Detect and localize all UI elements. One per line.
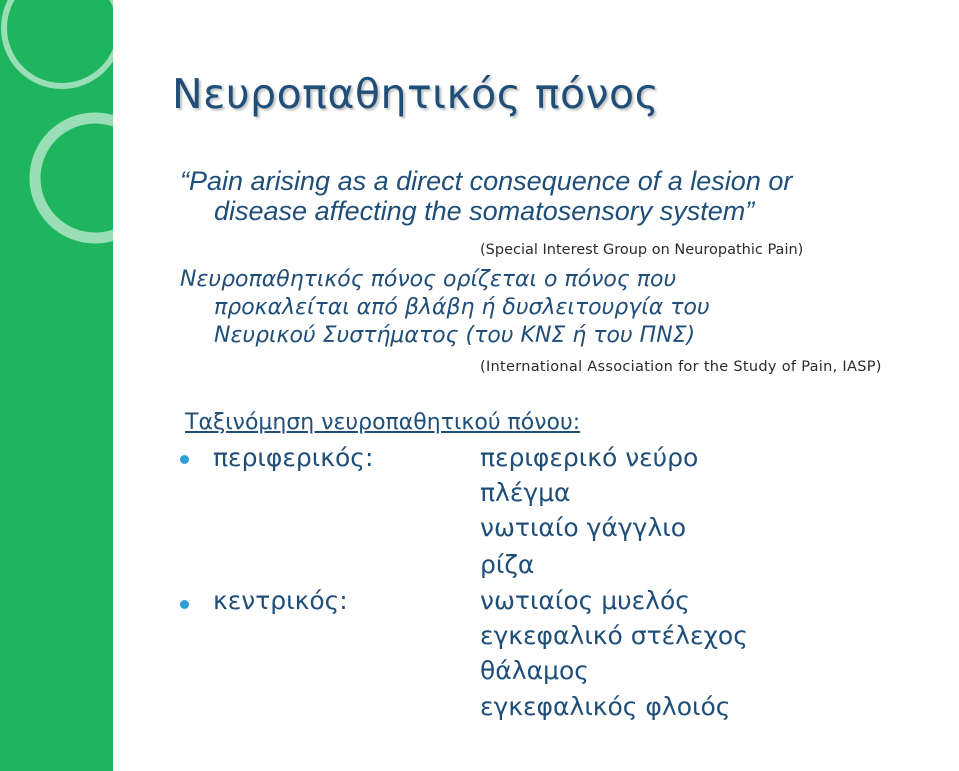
bullet-icon — [180, 455, 189, 464]
quote-line-2: disease affecting the somatosensory system” — [214, 196, 755, 226]
greek-definition-line-1: Νευροπαθητικός πόνος ορίζεται ο πόνος που — [180, 267, 677, 292]
peripheral-item: πλέγμα — [480, 478, 571, 507]
central-label: κεντρικός — [213, 586, 340, 615]
greek-definition-line-3: Νευρικού Συστήματος (του ΚΝΣ ή του ΠΝΣ) — [214, 323, 696, 348]
peripheral-item: περιφερικό νεύρο — [480, 443, 699, 472]
classification-heading: Ταξινόμηση νευροπαθητικού πόνου: — [185, 410, 581, 435]
central-item: εγκεφαλικός φλοιός — [480, 692, 731, 721]
greek-definition — [180, 266, 955, 350]
greek-definition-line-2: προκαλείται από βλάβη ή δυσλειτουργία του — [214, 295, 710, 320]
central-item: νωτιαίος μυελός — [480, 586, 690, 615]
decorative-circles-graphic — [0, 0, 113, 771]
central-category — [213, 586, 348, 615]
peripheral-label: περιφερικός — [213, 443, 365, 472]
greek-definition-source: (International Association for the Study of Pain, IASP) — [480, 359, 882, 375]
bullet-icon — [180, 600, 189, 609]
quote-source: (Special Interest Group on Neuropathic Pain) — [480, 242, 804, 258]
peripheral-item: ρίζα — [480, 550, 535, 579]
peripheral-item: νωτιαίο γάγγλιο — [480, 513, 687, 542]
english-definition-quote — [180, 166, 955, 226]
quote-line-1: “Pain arising as a direct consequence of a lesion or — [180, 166, 793, 196]
central-item: θάλαμος — [480, 656, 589, 685]
peripheral-colon: : — [364, 443, 374, 472]
peripheral-category — [213, 443, 373, 472]
central-colon: : — [339, 586, 348, 615]
decorative-sidebar — [0, 0, 113, 771]
slide-title: Νευροπαθητικός πόνος — [172, 70, 660, 118]
central-item: εγκεφαλικό στέλεχος — [480, 621, 748, 650]
